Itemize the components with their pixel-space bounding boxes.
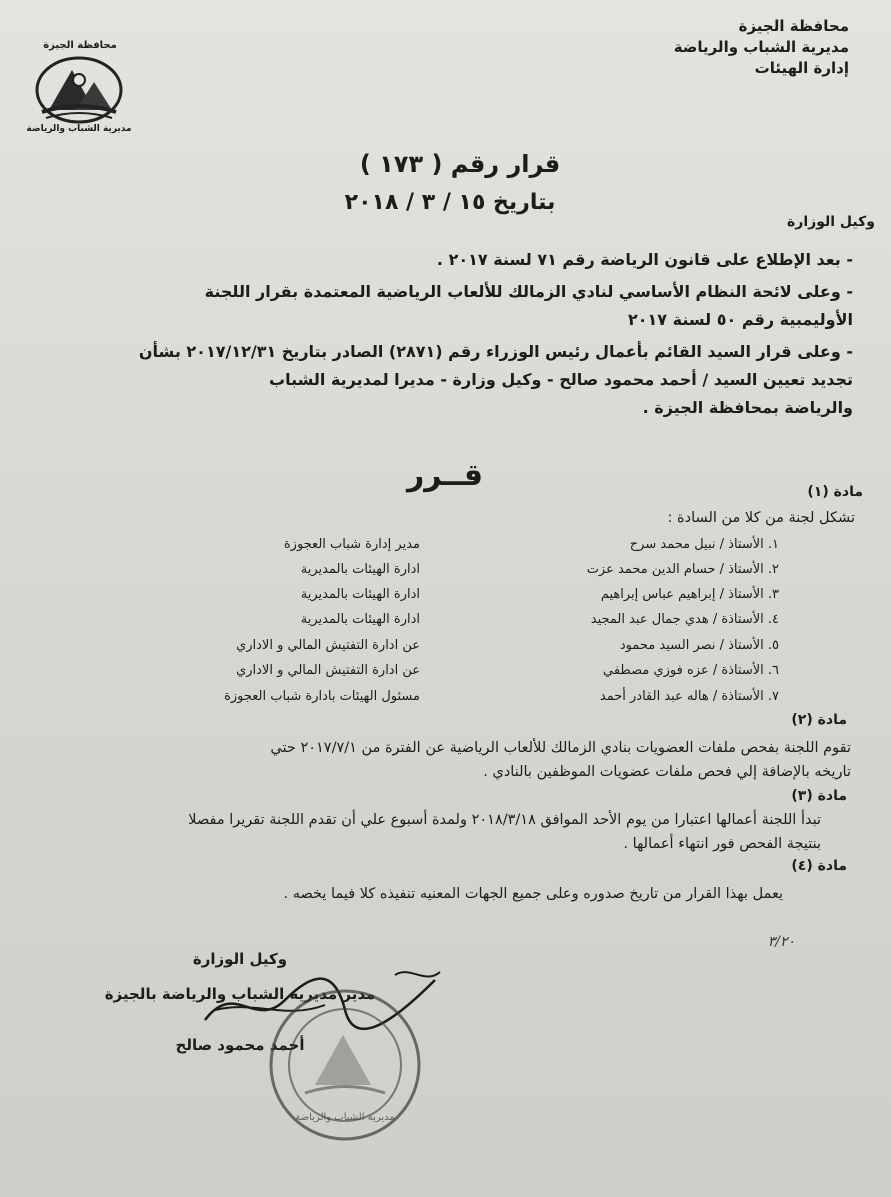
member-role: ادارة الهيئات بالمديرية	[300, 562, 420, 577]
article3-line: تبدأ اللجنة أعمالها اعتبارا من يوم الأحد الموافق ٢٠١٨/٣/١٨ ولمدة أسبوع علي أن تقدم اللجنة تقريرا مفصلا	[188, 812, 821, 828]
member-role: عن ادارة التفتيش المالي و الاداري	[236, 663, 420, 678]
decision-number: قرار رقم ( ١٧٣ )	[359, 150, 561, 178]
decides-heading: قــرر	[406, 458, 484, 493]
preamble-line: - بعد الإطلاع على قانون الرياضة رقم ٧١ لسنة ٢٠١٧ .	[436, 250, 853, 269]
member-name: ٥. الأستاذ / نصر السيد محمود	[619, 638, 779, 653]
member-name: ٢. الأستاذ / حسام الدين محمد عزت	[586, 562, 779, 577]
article2-line: تاريخه بالإضافة إلي فحص ملفات عضويات الموظفين بالنادي .	[483, 764, 851, 780]
logo-bottom-caption: مديرية الشباب والرياضة	[26, 124, 132, 134]
member-name: ١. الأستاذ / نبيل محمد سرح	[629, 537, 779, 552]
preamble-line: - وعلى قرار السيد القائم بأعمال رئيس الوزراء رقم (٢٨٧١) الصادر بتاريخ ٢٠١٧/١٢/٣١ بشأن	[138, 342, 853, 361]
preamble-line: والرياضة بمحافظة الجيزة .	[642, 398, 853, 417]
signature-position: مدير مديرية الشباب والرياضة بالجيزة	[104, 985, 376, 1003]
article3-line: بنتيجة الفحص فور انتهاء أعمالها .	[623, 836, 821, 852]
preamble-line: - وعلى لائحة النظام الأساسي لنادي الزمالك للألعاب الرياضية المعتمدة بقرار اللجنة	[204, 282, 853, 301]
member-role: ادارة الهيئات بالمديرية	[300, 612, 420, 627]
letterhead	[629, 16, 849, 79]
signature-name: أحمد محمود صالح	[175, 1036, 305, 1054]
letterhead-department: إدارة الهيئات	[754, 59, 849, 77]
article3-label: مادة (٣)	[791, 788, 847, 804]
member-role: مدير إدارة شباب العجوزة	[283, 537, 420, 552]
member-name: ٣. الأستاذ / إبراهيم عباس إبراهيم	[600, 587, 779, 602]
preamble-line: الأوليمبية رقم ٥٠ لسنة ٢٠١٧	[627, 310, 853, 329]
stamp-caption: مديرية الشباب والرياضة	[295, 1112, 395, 1123]
article2-label: مادة (٢)	[791, 712, 847, 728]
article1-label: مادة (١)	[807, 484, 863, 500]
article2-line: تقوم اللجنة بفحص ملفات العضويات بنادي الزمالك للألعاب الرياضية عن الفترة من ٢٠١٧/٧/١ حتي	[270, 740, 851, 756]
handwritten-note: ٣/٢٠	[767, 934, 795, 950]
letterhead-governorate: محافظة الجيزة	[738, 17, 849, 35]
preamble-line: تجديد تعيين السيد / أحمد محمود صالح - وكيل وزارة - مديرا لمديرية الشباب	[268, 370, 853, 389]
member-role: مسئول الهيئات بادارة شباب العجوزة	[224, 689, 420, 704]
decision-date: بتاريخ ١٥ / ٣ / ٢٠١٨	[344, 190, 556, 215]
member-role: ادارة الهيئات بالمديرية	[300, 587, 420, 602]
letterhead-directorate: مديرية الشباب والرياضة	[673, 38, 849, 56]
article1-intro: تشكل لجنة من كلا من السادة :	[667, 510, 855, 526]
issuer-label: وكيل الوزارة	[787, 214, 875, 230]
member-role: عن ادارة التفتيش المالي و الاداري	[236, 638, 420, 653]
member-name: ٤. الأستاذة / هدي جمال عبد المجيد	[590, 612, 779, 627]
article4-label: مادة (٤)	[791, 858, 847, 874]
signature-title: وكيل الوزارة	[192, 950, 288, 968]
member-name: ٧. الأستاذة / هاله عبد القادر أحمد	[599, 689, 779, 704]
logo-top-caption: محافظة الجيزة	[43, 40, 117, 51]
member-name: ٦. الأستاذة / عزه فوزي مصطفي	[603, 663, 779, 678]
article4-line: يعمل بهذا القرار من تاريخ صدوره وعلى جميع الجهات المعنيه تنفيذه كلا فيما يخصه .	[283, 886, 783, 902]
